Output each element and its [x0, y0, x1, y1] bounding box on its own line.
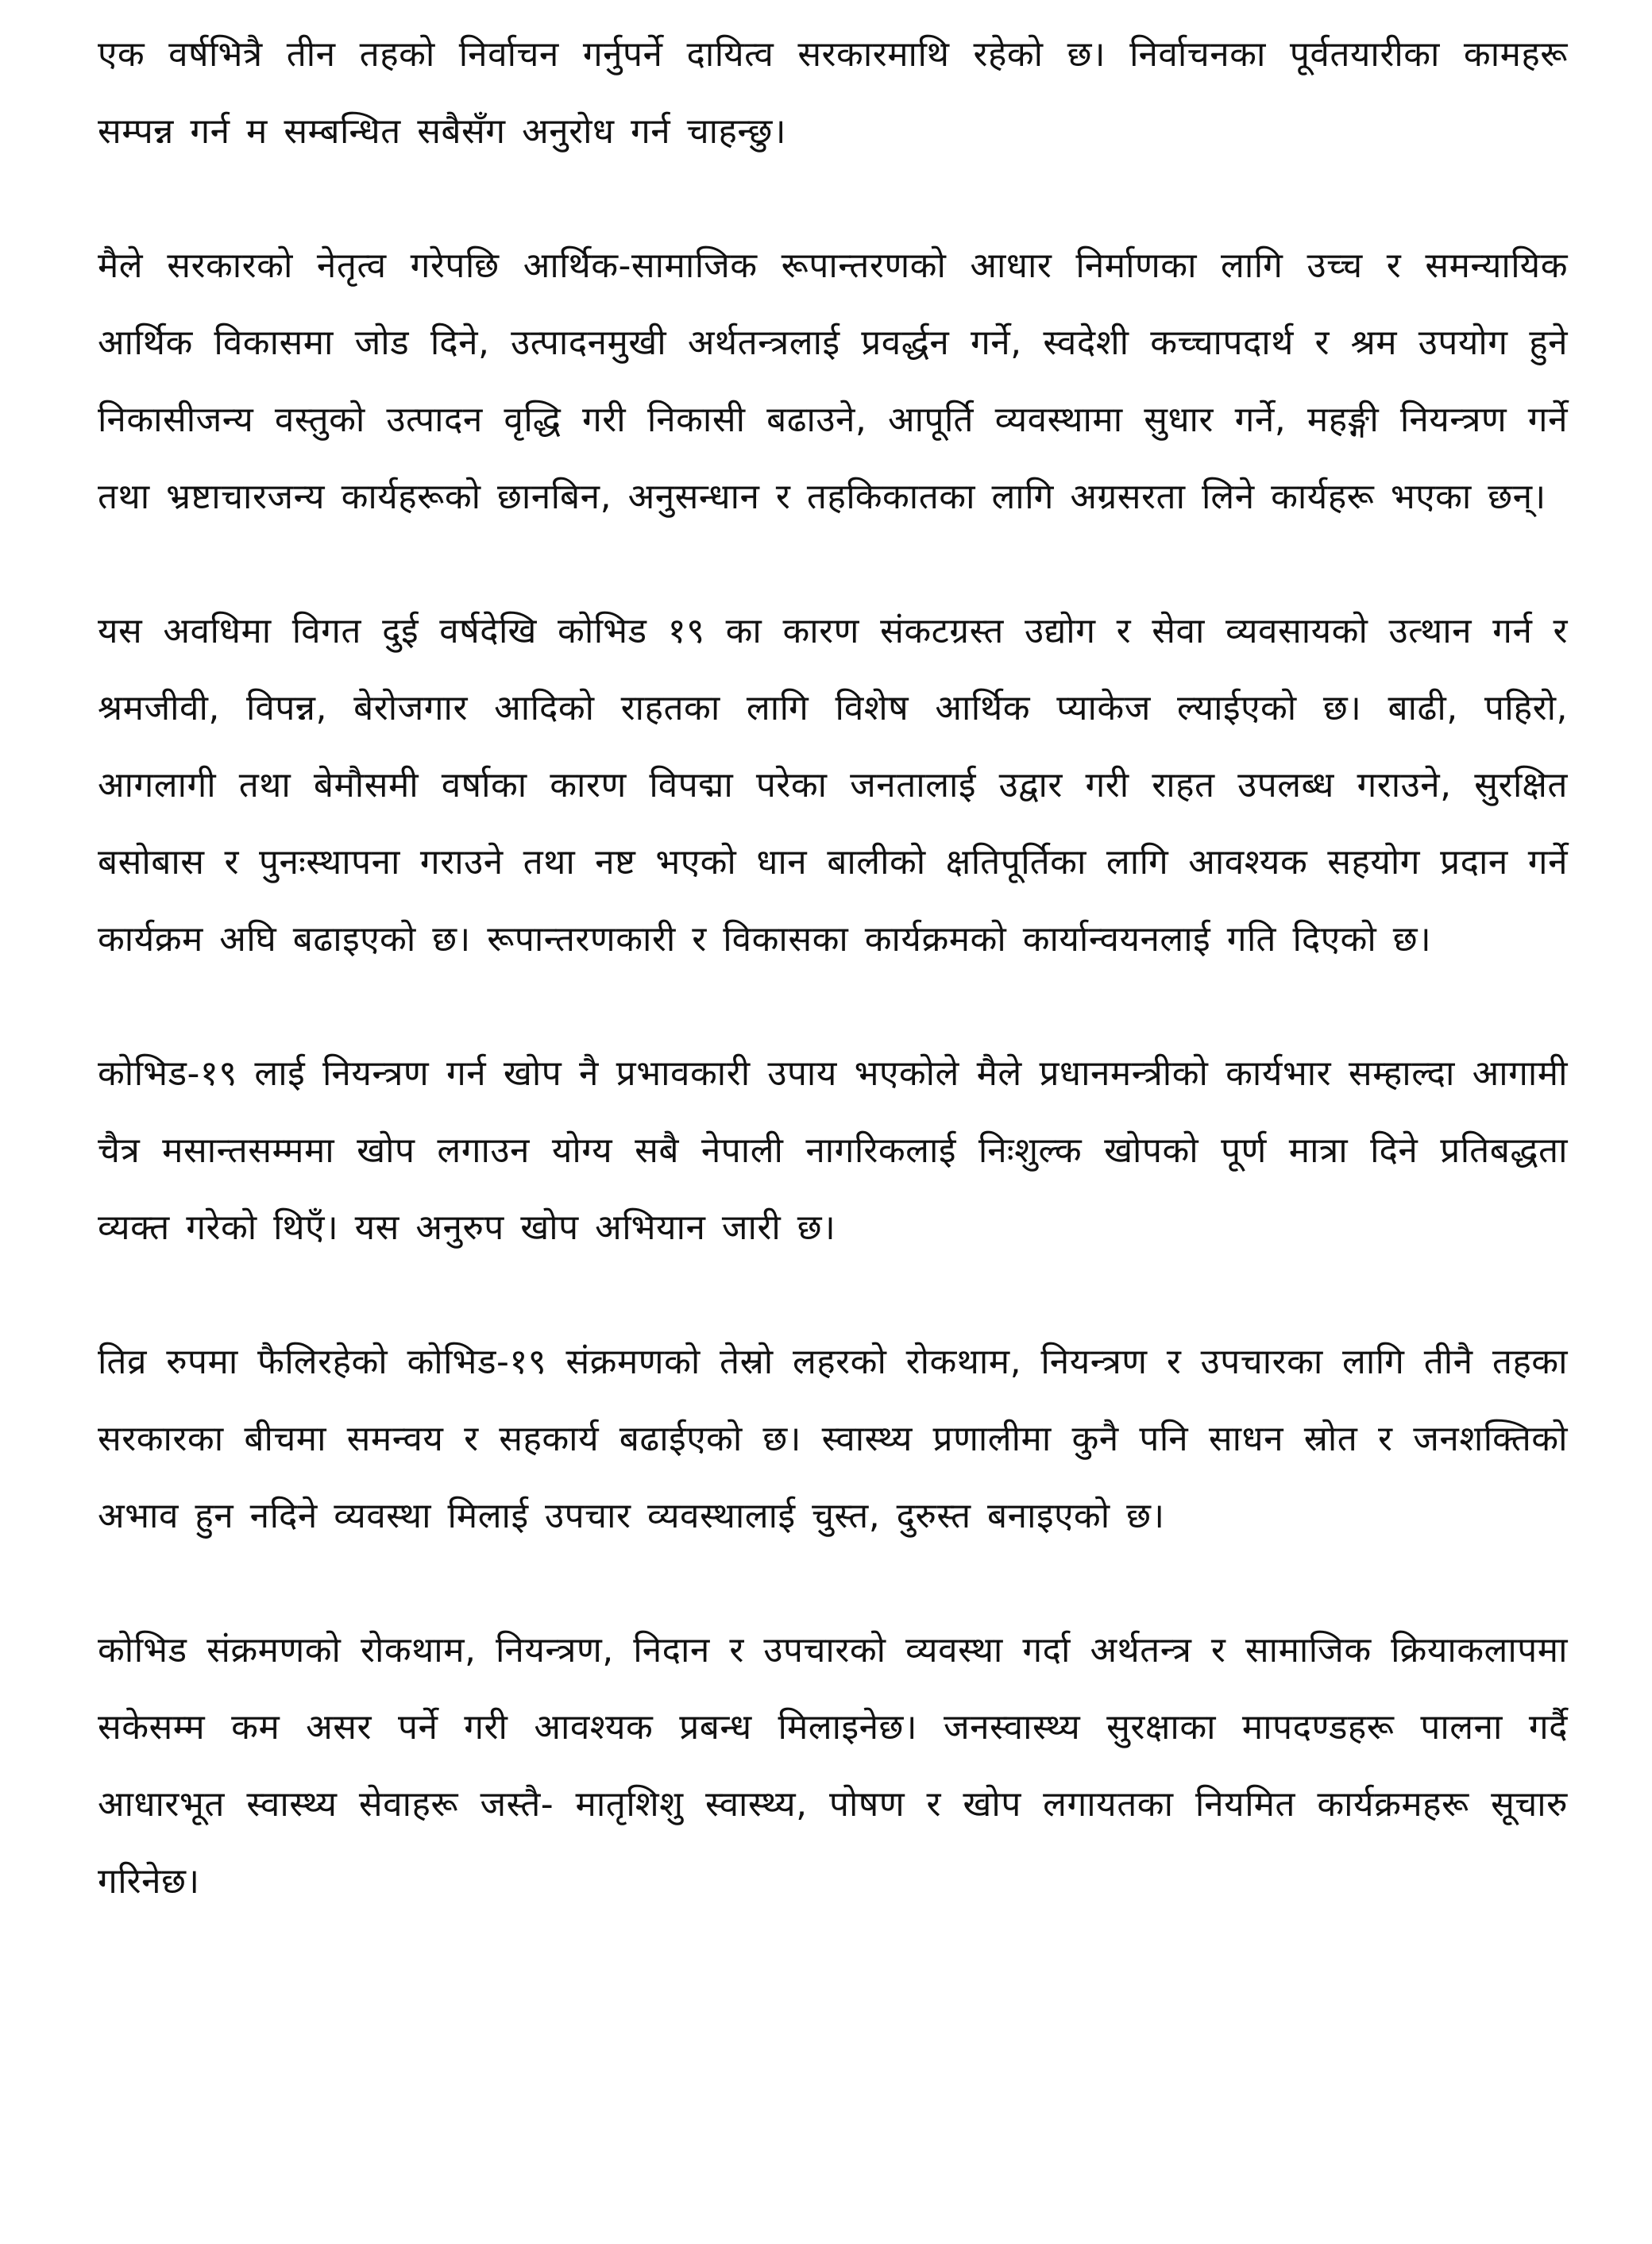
paragraph-economic-transformation: मैले सरकारको नेतृत्व गरेपछि आर्थिक-सामाजिक रूपान्तरणको आधार निर्माणका लागि उच्च र समन्यायिक आर्थिक विकासमा जोड दिने, उत्पादनमुखी अर्थतन्त्रलाई प्रवर्द्धन गर्ने, स्वदेशी कच्चापदार्थ र श्रम उपयोग हुने निकासीजन्य वस्तुको उत्पादन वृद्धि गरी निकासी बढाउने, आपूर्ति व्यवस्थामा सुधार गर्ने, महङ्गी नियन्त्रण गर्ने तथा भ्रष्टाचारजन्य कार्यहरूको छानबिन, अनुसन्धान र तहकिकातका लागि अग्रसरता लिने कार्यहरू भएका छन्।	[98, 245, 1568, 517]
paragraph-public-health: कोभिड संक्रमणको रोकथाम, नियन्त्रण, निदान र उपचारको व्यवस्था गर्दा अर्थतन्त्र र सामाजिक क्रियाकलापमा सकेसम्म कम असर पर्ने गरी आवश्यक प्रबन्ध मिलाइनेछ। जनस्वास्थ्य सुरक्षाका मापदण्डहरू पालना गर्दै आधारभूत स्वास्थ्य सेवाहरू जस्तै- मातृशिशु स्वास्थ्य, पोषण र खोप लगायतका नियमित कार्यक्रमहरू सूचारु गरिनेछ।	[98, 1630, 1568, 1902]
paragraph-third-wave: तिव्र रुपमा फैलिरहेको कोभिड-१९ संक्रमणको तेस्रो लहरको रोकथाम, नियन्त्रण र उपचारका लागि तीनै तहका सरकारका बीचमा समन्वय र सहकार्य बढाईएको छ। स्वास्थ्य प्रणालीमा कुनै पनि साधन स्रोत र जनशक्तिको अभाव हुन नदिने व्यवस्था मिलाई उपचार व्यवस्थालाई चुस्त, दुरुस्त बनाइएको छ।	[98, 1342, 1568, 1536]
paragraph-vaccination: कोभिड-१९ लाई नियन्त्रण गर्न खोप नै प्रभावकारी उपाय भएकोले मैले प्रधानमन्त्रीको कार्यभार सम्हाल्दा आगामी चैत्र मसान्तसम्ममा खोप लगाउन योग्य सबै नेपाली नागरिकलाई निःशुल्क खोपको पूर्ण मात्रा दिने प्रतिबद्धता व्यक्त गरेको थिएँ। यस अनुरुप खोप अभियान जारी छ।	[98, 1053, 1568, 1248]
paragraph-covid-relief: यस अवधिमा विगत दुई वर्षदेखि कोभिड १९ का कारण संकटग्रस्त उद्योग र सेवा व्यवसायको उत्थान गर्न र श्रमजीवी, विपन्न, बेरोजगार आदिको राहतका लागि विशेष आर्थिक प्याकेज ल्याईएको छ। बाढी, पहिरो, आगलागी तथा बेमौसमी वर्षाका कारण विपद्मा परेका जनतालाई उद्वार गरी राहत उपलब्ध गराउने, सुरक्षित बसोबास र पुनःस्थापना गराउने तथा नष्ट भएको धान बालीको क्षतिपूर्तिका लागि आवश्यक सहयोग प्रदान गर्ने कार्यक्रम अघि बढाइएको छ। रूपान्तरणकारी र विकासका कार्यक्रमको कार्यान्वयनलाई गति दिएको छ।	[98, 611, 1568, 960]
paragraph-elections: एक वर्षभित्रै तीन तहको निर्वाचन गर्नुपर्ने दायित्व सरकारमाथि रहेको छ। निर्वाचनका पूर्वतयारीका कामहरू सम्पन्न गर्न म सम्बन्धित सबैसँग अनुरोध गर्न चाहन्छु।	[98, 34, 1568, 152]
